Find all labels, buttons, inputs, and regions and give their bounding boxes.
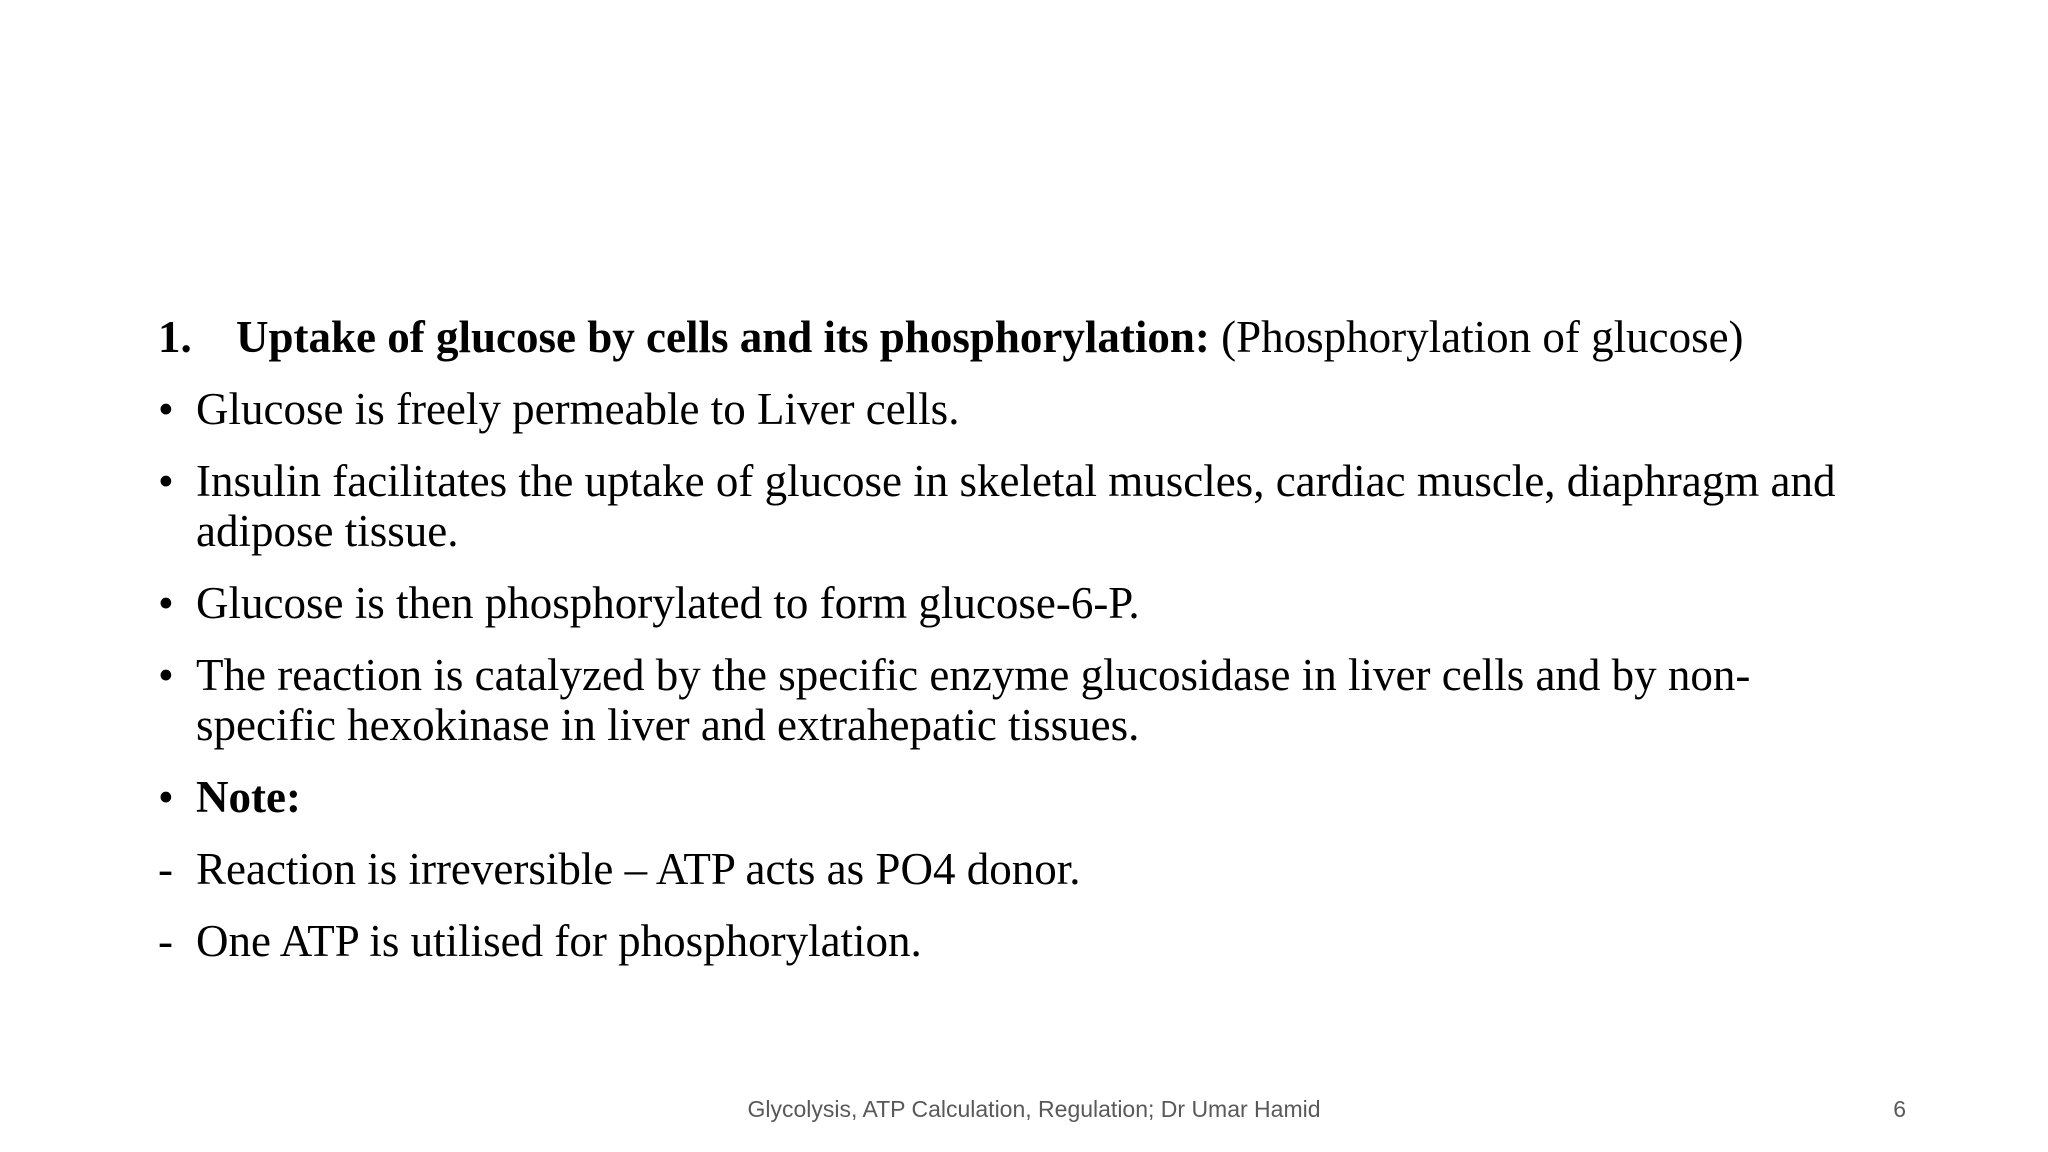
numbered-heading <box>158 312 1888 362</box>
bullet-item <box>158 456 1888 556</box>
bullet-text: Insulin facilitates the uptake of glucose in skeletal muscles, cardiac muscle, diaphragm and adipose tissue. <box>196 456 1836 556</box>
bullet-item <box>158 384 1888 434</box>
heading-number: 1. <box>158 312 192 362</box>
note-label: Note: <box>196 772 301 822</box>
note-text: One ATP is utilised for phosphorylation. <box>196 916 922 966</box>
slide-body <box>158 312 1888 988</box>
note-item <box>158 916 1888 966</box>
bullet-text: Glucose is freely permeable to Liver cells. <box>196 384 960 434</box>
page-number: 6 <box>1893 1096 1906 1122</box>
bullet-item-note <box>158 772 1888 822</box>
bullet-icon: • <box>158 578 174 628</box>
bullet-icon: • <box>158 456 174 506</box>
bullet-text: The reaction is catalyzed by the specific enzyme glucosidase in liver cells and by non-specific hexokinase in liver and extrahepatic tissues. <box>196 650 1751 750</box>
dash-icon: - <box>158 844 173 894</box>
bullet-item <box>158 578 1888 628</box>
note-text: Reaction is irreversible – ATP acts as PO4 donor. <box>196 844 1081 894</box>
note-item <box>158 844 1888 894</box>
bullet-icon: • <box>158 650 174 700</box>
bullet-item <box>158 650 1888 750</box>
bullet-icon: • <box>158 772 174 822</box>
bullet-icon: • <box>158 384 174 434</box>
dash-icon: - <box>158 916 173 966</box>
footer-text: Glycolysis, ATP Calculation, Regulation; Dr Umar Hamid <box>747 1096 1321 1122</box>
heading-bold-text: Uptake of glucose by cells and its phosphorylation: <box>236 312 1210 362</box>
bullet-text: Glucose is then phosphorylated to form glucose-6-P. <box>196 578 1140 628</box>
heading-normal-text: (Phosphorylation of glucose) <box>1209 312 1744 362</box>
